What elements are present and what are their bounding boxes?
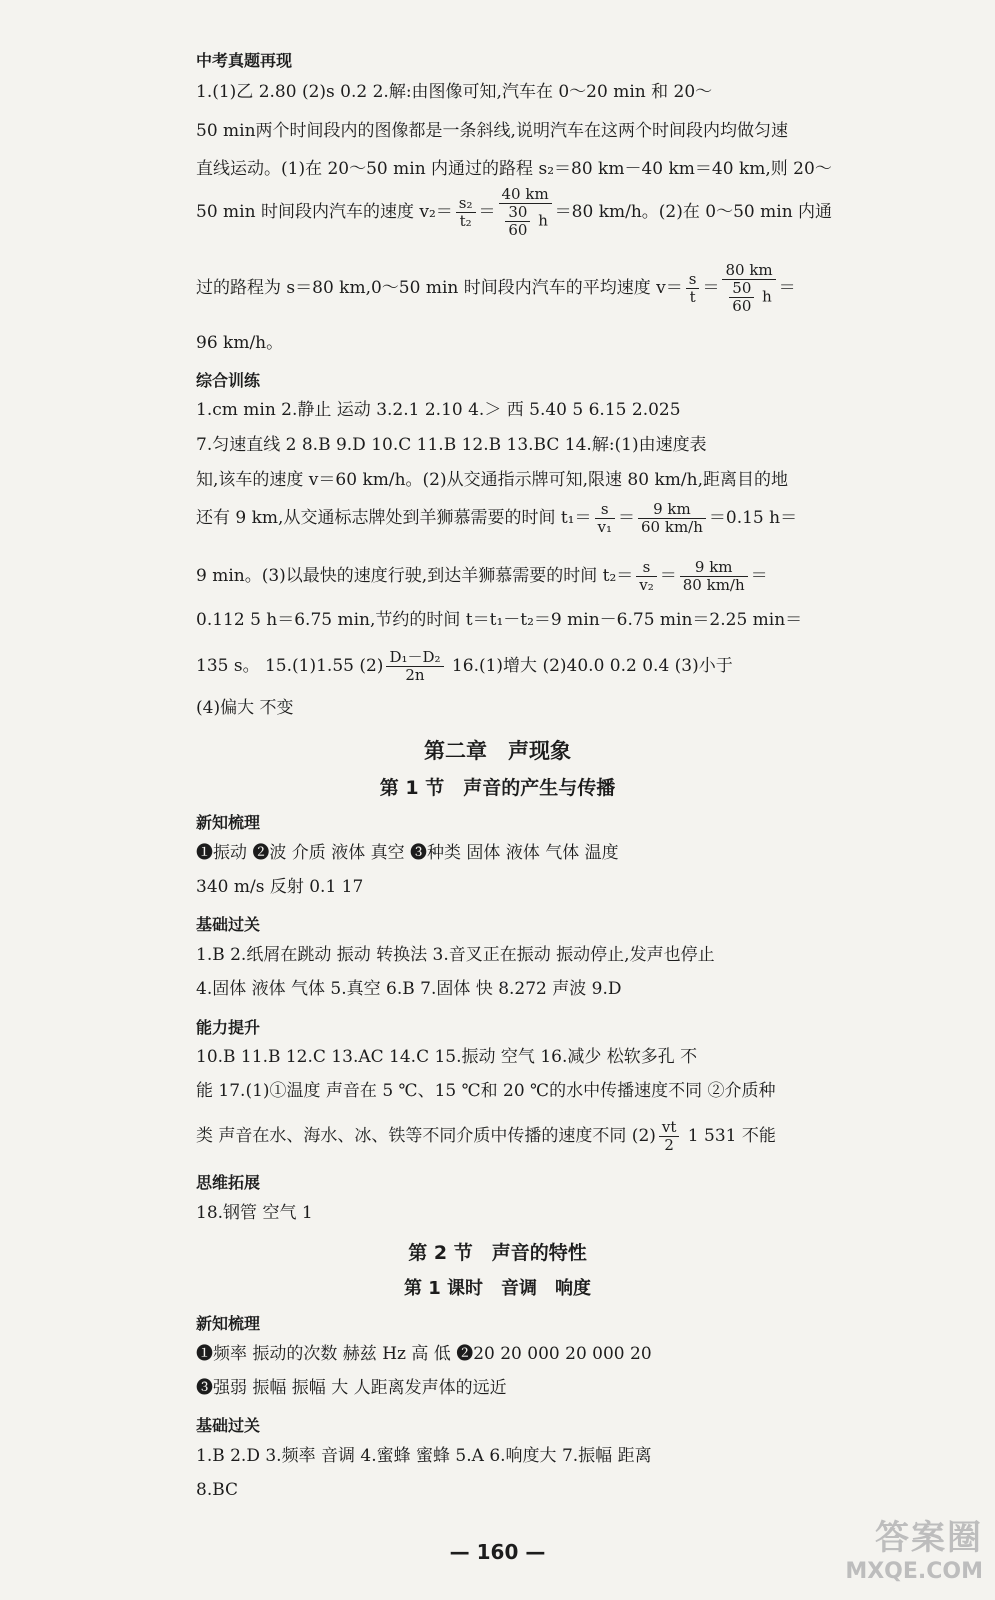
answer-text: ＝0.15 h＝: [708, 508, 798, 528]
answer-text: 135 s。 15.(1)1.55 (2): [196, 656, 384, 676]
answer-text: 类 声音在水、海水、冰、铁等不同介质中传播的速度不同 (2): [196, 1126, 656, 1146]
section-heading-basics: 基础过关: [196, 915, 261, 934]
answer-line: 18.钢管 空气 1: [196, 1203, 313, 1223]
answer-line: 直线运动。(1)在 20～50 min 内通过的路程 s₂＝80 km－40 km＝40 km,则 20～: [196, 159, 832, 179]
section-title: 第 2 节 声音的特性: [408, 1242, 587, 1264]
fraction-s-v1: $\frac{s}{\text{v₁}}$: [595, 501, 616, 536]
lesson-title: 第 1 课时 音调 响度: [403, 1278, 592, 1299]
section-heading-practice: 综合训练: [196, 371, 261, 390]
fraction-50-60: $\frac{50}{60}$: [729, 280, 754, 315]
section-heading-ability: 能力提升: [196, 1018, 261, 1037]
answer-text: 1 531 不能: [682, 1126, 776, 1146]
answer-line-fraction: 50 min 时间段内汽车的速度 v₂＝ $\frac{\text{s₂}}{\text{t₂}}$ ＝ 40 km $\frac{30}{60}$ h ＝80 km/h。(2)在 0～50 min 内通: [196, 185, 833, 239]
fraction-s-v2: $\frac{s}{\text{v₂}}$: [636, 559, 657, 594]
fraction-9km-60kmh: $\frac{9 km}{60 km/h}$: [638, 501, 706, 536]
section-heading-new-knowledge: 新知梳理: [196, 1314, 261, 1333]
answer-line: 50 min两个时间段内的图像都是一条斜线,说明汽车在这两个时间段内均做匀速: [196, 121, 788, 141]
answer-text: 9 min。(3)以最快的速度行驶,到达羊狮慕需要的时间 t₂＝: [196, 566, 634, 586]
answer-line-fraction: 还有 9 km,从交通标志牌处到羊狮慕需要的时间 t₁＝ $\frac{s}{\text{v₁}}$ ＝ $\frac{9 km}{60 km/h}$ ＝0.15 h＝: [196, 500, 798, 536]
answer-line: 0.112 5 h＝6.75 min,节约的时间 t＝t₁－t₂＝9 min－6.75 min＝2.25 min＝: [196, 610, 803, 630]
section-heading-new-knowledge: 新知梳理: [196, 813, 261, 832]
fraction-30-60: $\frac{30}{60}$: [505, 204, 530, 239]
answer-line: ❶振动 ❷波 介质 液体 真空 ❸种类 固体 液体 气体 温度: [196, 843, 619, 863]
answer-line: 1.cm min 2.静止 运动 3.2.1 2.10 4.＞ 西 5.40 5 6.15 2.025: [196, 400, 681, 420]
answer-line: ❸强弱 振幅 振幅 大 人距离发声体的远近: [196, 1378, 507, 1398]
watermark-text: 答案圈: [875, 1518, 983, 1558]
answer-line: 能 17.(1)①温度 声音在 5 ℃、15 ℃和 20 ℃的水中传播速度不同 ②介质种: [196, 1081, 776, 1101]
answer-text: 过的路程为 s＝80 km,0～50 min 时间段内汽车的平均速度 v＝: [196, 278, 683, 298]
answer-line: ❶频率 振动的次数 赫兹 Hz 高 低 ❷20 20 000 20 000 20: [196, 1344, 652, 1364]
answer-line-fraction: 9 min。(3)以最快的速度行驶,到达羊狮慕需要的时间 t₂＝ $\frac{s}{\text{v₂}}$ ＝ $\frac{9 km}{80 km/h}$ ＝: [196, 558, 768, 594]
answer-line-fraction: [196, 648, 832, 684]
answer-line: 知,该车的速度 v＝60 km/h。(2)从交通指示牌可知,限速 80 km/h,距离目的地: [196, 470, 788, 490]
page-number: — 160 —: [449, 1540, 546, 1564]
answer-text: 50 min 时间段内汽车的速度 v₂＝: [196, 202, 453, 222]
answer-line: 96 km/h。: [196, 333, 284, 353]
answer-line: 1.B 2.纸屑在跳动 振动 转换法 3.音叉正在振动 振动停止,发声也停止: [196, 945, 715, 965]
answer-line-fraction: 过的路程为 s＝80 km,0～50 min 时间段内汽车的平均速度 v＝ $\frac{s}{t}$ ＝ 80 km $\frac{50}{60}$ h ＝: [196, 261, 796, 315]
answer-text: 还有 9 km,从交通标志牌处到羊狮慕需要的时间 t₁＝: [196, 508, 592, 528]
answer-line: 4.固体 液体 气体 5.真空 6.B 7.固体 快 8.272 声波 9.D: [196, 979, 622, 999]
fraction-vt-2: $\frac{vt}{2}$: [659, 1119, 680, 1154]
answer-line: 1.B 2.D 3.频率 音调 4.蜜蜂 蜜蜂 5.A 6.响度大 7.振幅 距离: [196, 1446, 652, 1466]
fraction-40km: 40 km $\frac{30}{60}$ h: [499, 186, 552, 239]
fraction-s-t: $\frac{s}{t}$: [686, 271, 700, 306]
answer-line: 340 m/s 反射 0.1 17: [196, 877, 364, 897]
fraction-80km: 80 km $\frac{50}{60}$ h: [722, 262, 775, 315]
fraction-9km-80kmh: $\frac{9 km}{80 km/h}$: [680, 559, 748, 594]
answer-line: 8.BC: [196, 1480, 239, 1500]
watermark-url: MXQE.COM: [845, 1559, 983, 1584]
answer-line: 1.(1)乙 2.80 (2)s 0.2 2.解:由图像可知,汽车在 0～20 min 和 20～: [196, 82, 713, 102]
answer-line-fraction: [196, 1118, 832, 1154]
answer-line: 7.匀速直线 2 8.B 9.D 10.C 11.B 12.B 13.BC 14.解:(1)由速度表: [196, 435, 707, 455]
section-title: 第 1 节 声音的产生与传播: [379, 777, 616, 799]
watermark-logo: [793, 1510, 983, 1590]
fraction-d1-d2: $\frac{\text{D₁－D₂}}{2n}$: [386, 649, 443, 684]
answer-text: ＝80 km/h。(2)在 0～50 min 内通: [554, 202, 833, 222]
answer-line: 10.B 11.B 12.C 13.AC 14.C 15.振动 空气 16.减少 松软多孔 不: [196, 1047, 698, 1067]
answer-text: 16.(1)增大 (2)40.0 0.2 0.4 (3)小于: [446, 656, 733, 676]
chapter-title: 第二章 声现象: [424, 739, 571, 763]
section-heading-extension: 思维拓展: [196, 1173, 261, 1192]
fraction-s2-t2: $\frac{\text{s₂}}{\text{t₂}}$: [456, 195, 476, 230]
section-heading-basics: 基础过关: [196, 1416, 261, 1435]
section-heading-exam: 中考真题再现: [196, 51, 293, 70]
answer-line: (4)偏大 不变: [196, 698, 294, 718]
